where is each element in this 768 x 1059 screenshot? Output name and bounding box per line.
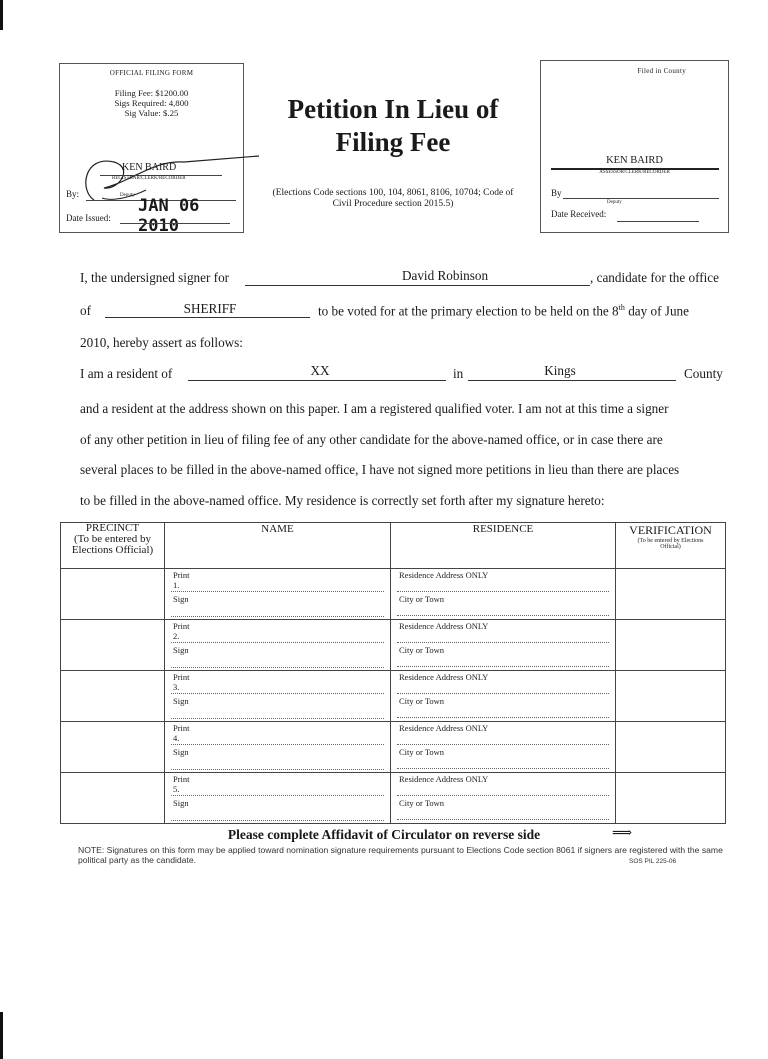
- residence-cell[interactable]: [391, 722, 616, 773]
- city-label: City or Town: [399, 645, 445, 655]
- residence-address-label: Residence Address ONLY: [399, 774, 489, 784]
- row-number: 2.: [173, 631, 180, 641]
- scan-edge-mark-top: [0, 0, 3, 30]
- sign-label: Sign: [173, 696, 189, 706]
- print-label: Print: [173, 774, 190, 784]
- statement-candidate-tail: , candidate for the office: [590, 270, 720, 285]
- footer-note: NOTE: Signatures on this form may be applied toward nomination signature requirements pursuant to Elections Code section 8061 if signers are registered with the same political party as the candidate.: [78, 845, 723, 865]
- county-official-name: KEN BAIRD: [606, 155, 663, 166]
- print-label: Print: [173, 621, 190, 631]
- date-issued-label: Date Issued:: [66, 213, 111, 223]
- county-official-title: ASSESSOR/CLERK/RECORDER: [599, 170, 670, 175]
- residence-address-label: Residence Address ONLY: [399, 672, 489, 682]
- resident-city: XX: [310, 363, 330, 378]
- name-cell[interactable]: [165, 671, 391, 722]
- sig-value-text: Sig Value: $.25: [124, 108, 179, 118]
- table-row: [61, 671, 726, 722]
- precinct-cell: [61, 620, 165, 671]
- row-number: 1.: [173, 580, 180, 590]
- filed-in-county-box: [540, 60, 729, 233]
- sign-label: Sign: [173, 747, 189, 757]
- county-deputy-label: Deputy: [607, 200, 622, 205]
- official-filing-box: [59, 63, 244, 236]
- name-cell[interactable]: [165, 569, 391, 620]
- precinct-cell: [61, 671, 165, 722]
- precinct-cell: [61, 722, 165, 773]
- form-id: SOS PIL 225-06: [629, 858, 677, 865]
- row-number: 3.: [173, 682, 180, 692]
- name-cell[interactable]: [165, 722, 391, 773]
- residence-cell[interactable]: [391, 773, 616, 824]
- deputy-label: Deputy: [120, 193, 135, 198]
- official-title: REGISTRAR/CLERK/RECORDER: [112, 176, 186, 181]
- residence-address-label: Residence Address ONLY: [399, 570, 489, 580]
- name-header: NAME: [165, 523, 391, 569]
- city-label: City or Town: [399, 747, 445, 757]
- county-by-label: By: [551, 188, 562, 198]
- resident-label: I am a resident of: [80, 366, 173, 381]
- of-label: of: [80, 303, 91, 318]
- city-label: City or Town: [399, 696, 445, 706]
- statement-assert: 2010, hereby assert as follows:: [80, 335, 243, 350]
- date-stamp: JAN 06 2010: [138, 196, 200, 236]
- verification-cell: [616, 773, 726, 824]
- precinct-header: PRECINCT (To be entered by Elections Official): [61, 523, 165, 569]
- statement-election-text: to be voted for at the primary election to be held on the 8th day of June: [318, 303, 689, 319]
- table-row: [61, 620, 726, 671]
- filing-fee-text: Filing Fee: $1200.00: [114, 88, 189, 98]
- statement-para-7: several places to be filled in the above-named office, I have not signed more petitions in lieu than there are places: [80, 462, 680, 477]
- precinct-cell: [61, 569, 165, 620]
- statement-para-8: to be filled in the above-named office. My residence is correctly set forth after my signature hereto:: [80, 493, 605, 508]
- residence-cell[interactable]: [391, 620, 616, 671]
- in-label: in: [453, 366, 464, 381]
- statement-para-5: and a resident at the address shown on this paper. I am a registered qualified voter. I am not at this time a signer: [80, 401, 669, 416]
- date-received-label: Date Received:: [551, 209, 607, 219]
- scan-edge-mark-bottom: [0, 1012, 3, 1059]
- county-name: Kings: [544, 363, 576, 378]
- verification-cell: [616, 671, 726, 722]
- signature-table: [60, 522, 726, 824]
- residence-header: RESIDENCE: [391, 523, 616, 569]
- residence-address-label: Residence Address ONLY: [399, 621, 489, 631]
- residence-address-label: Residence Address ONLY: [399, 723, 489, 733]
- name-cell[interactable]: [165, 620, 391, 671]
- by-label: By:: [66, 189, 80, 199]
- residence-cell[interactable]: [391, 671, 616, 722]
- city-label: City or Town: [399, 594, 445, 604]
- sign-label: Sign: [173, 645, 189, 655]
- county-box-heading: Filed in County: [637, 67, 686, 75]
- arrow-right-icon: ⟹: [612, 826, 633, 841]
- print-label: Print: [173, 723, 190, 733]
- residence-cell[interactable]: [391, 569, 616, 620]
- row-number: 4.: [173, 733, 180, 743]
- sign-label: Sign: [173, 798, 189, 808]
- verification-header: VERIFICATION (To be entered by Elections Official): [616, 523, 726, 569]
- office-name: SHERIFF: [183, 301, 237, 316]
- print-label: Print: [173, 570, 190, 580]
- affidavit-instruction: Please complete Affidavit of Circulator on reverse side: [227, 827, 541, 842]
- table-row: [61, 569, 726, 620]
- page-title-line2: Filing Fee: [335, 127, 451, 157]
- sign-label: Sign: [173, 594, 189, 604]
- sigs-required-text: Sigs Required: 4,800: [114, 98, 189, 108]
- precinct-cell: [61, 773, 165, 824]
- verification-cell: [616, 620, 726, 671]
- candidate-name: David Robinson: [401, 268, 489, 283]
- table-row: [61, 722, 726, 773]
- statement-para-6: of any other petition in lieu of filing fee of any other candidate for the above-named office, or in case there are: [80, 432, 663, 447]
- verification-cell: [616, 569, 726, 620]
- page-title-line1: Petition In Lieu of: [287, 94, 499, 124]
- city-label: City or Town: [399, 798, 445, 808]
- statement-intro: I, the undersigned signer for: [80, 270, 230, 285]
- verification-cell: [616, 722, 726, 773]
- table-row: [61, 773, 726, 824]
- row-number: 5.: [173, 784, 180, 794]
- county-label: County: [684, 366, 723, 381]
- print-label: Print: [173, 672, 190, 682]
- codes-line1: (Elections Code sections 100, 104, 8061, 8106, 10704; Code of: [272, 188, 514, 198]
- official-name: KEN BAIRD: [122, 162, 177, 173]
- name-cell[interactable]: [165, 773, 391, 824]
- codes-line2: Civil Procedure section 2015.5): [332, 199, 454, 209]
- official-box-heading: OFFICIAL FILING FORM: [109, 69, 194, 77]
